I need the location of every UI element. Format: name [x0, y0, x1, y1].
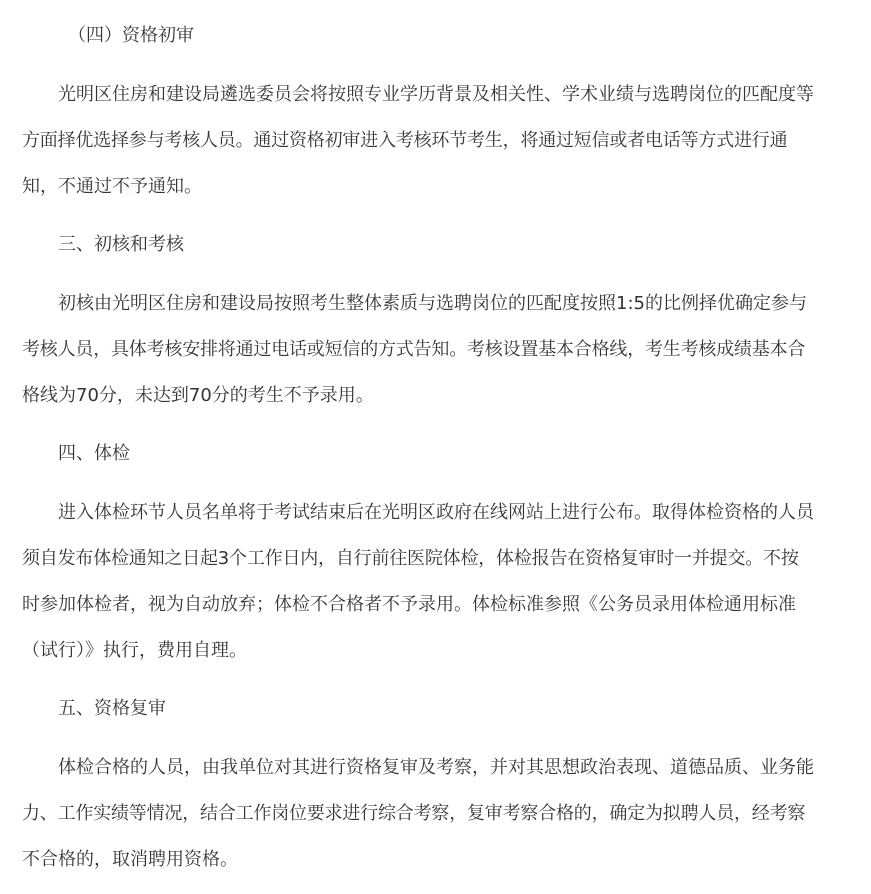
paragraph-line: 力、工作实绩等情况，结合工作岗位要求进行综合考察，复审考察合格的，确定为拟聘人员，经考察 [22, 803, 806, 824]
paragraph-line: 知，不通过不予通知。 [22, 176, 202, 197]
paragraph-line: 须自发布体检通知之日起3个工作日内，自行前往医院体检，体检报告在资格复审时一并提交。不按 [22, 548, 799, 569]
paragraph-line: 时参加体检者，视为自动放弃；体检不合格者不予录用。体检标准参照《公务员录用体检通用标准 [22, 594, 796, 615]
paragraph-line: 进入体检环节人员名单将于考试结束后在光明区政府在线网站上进行公布。取得体检资格的人员 [58, 502, 814, 523]
section-heading-medical-exam: 四、体检 [58, 443, 130, 464]
paragraph-line: （试行）》执行，费用自理。 [22, 640, 247, 661]
section-heading-preliminary-review: （四）资格初审 [68, 25, 194, 46]
paragraph-line: 不合格的，取消聘用资格。 [22, 849, 238, 870]
paragraph-line: 考核人员，具体考核安排将通过电话或短信的方式告知。考核设置基本合格线，考生考核成绩基本合 [22, 339, 806, 360]
paragraph-line: 格线为70分，未达到70分的考生不予录用。 [22, 385, 374, 406]
paragraph-line: 体检合格的人员，由我单位对其进行资格复审及考察，并对其思想政治表现、道德品质、业务能 [58, 757, 814, 778]
paragraph-line: 初核由光明区住房和建设局按照考生整体素质与选聘岗位的匹配度按照1:5的比例择优确定参与 [58, 293, 807, 314]
paragraph-line: 方面择优选择参与考核人员。通过资格初审进入考核环节考生，将通过短信或者电话等方式进行通 [22, 130, 788, 151]
section-heading-assessment: 三、初核和考核 [58, 234, 184, 255]
paragraph-line: 光明区住房和建设局遴选委员会将按照专业学历背景及相关性、学术业绩与选聘岗位的匹配度等 [58, 84, 814, 105]
section-heading-qualification-recheck: 五、资格复审 [58, 698, 166, 719]
